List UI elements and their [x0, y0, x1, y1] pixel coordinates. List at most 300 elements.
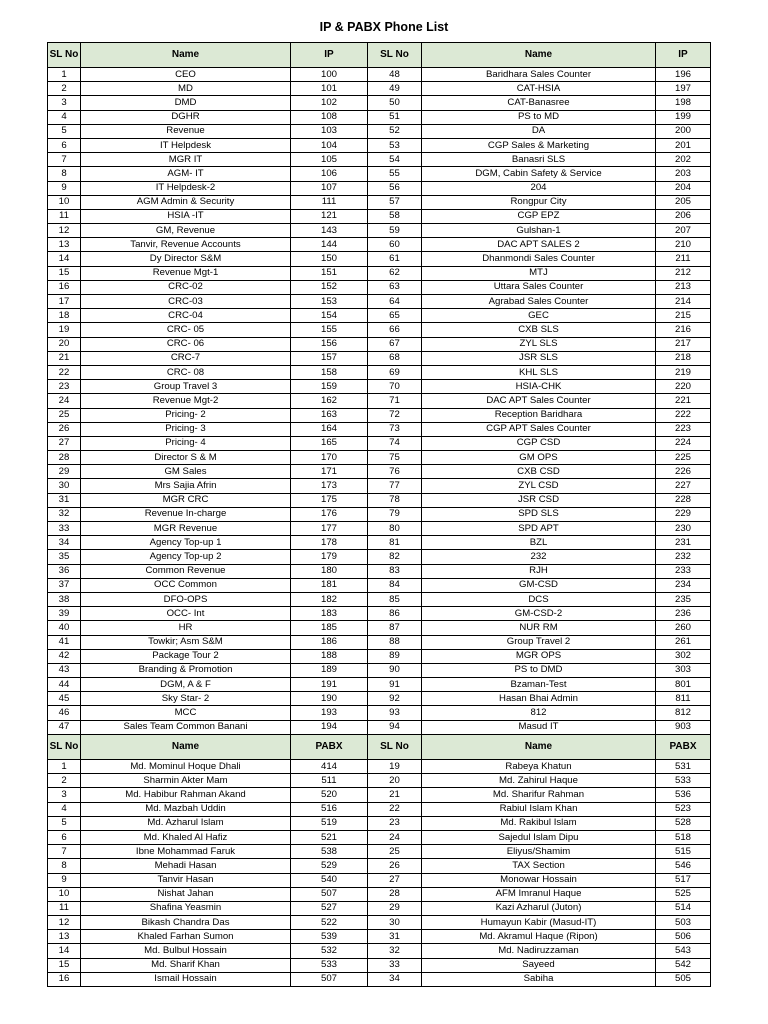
ip-table-cell: 162 [291, 394, 368, 408]
ip-table-row [48, 479, 711, 493]
ip-table-cell: 302 [656, 649, 711, 663]
ip-table-cell: 29 [48, 465, 81, 479]
ip-table-cell: 157 [291, 351, 368, 365]
ip-table-cell: Sales Team Common Banani [81, 720, 291, 734]
ip-table-cell: 59 [368, 224, 422, 238]
ip-table-cell: 47 [48, 720, 81, 734]
ip-table-cell: Baridhara Sales Counter [422, 68, 656, 82]
pabx-table-cell: 522 [291, 916, 368, 930]
pabx-table-cell: Md. Sharifur Rahman [422, 788, 656, 802]
ip-table-cell: 214 [656, 295, 711, 309]
ip-table-cell: Common Revenue [81, 564, 291, 578]
ip-table-cell: 211 [656, 252, 711, 266]
pabx-table-cell: 529 [291, 859, 368, 873]
ip-table-cell: 220 [656, 380, 711, 394]
ip-table-cell: 13 [48, 238, 81, 252]
page-title: IP & PABX Phone List [319, 20, 449, 34]
ip-table-cell: 85 [368, 592, 422, 606]
ip-table-cell: 70 [368, 380, 422, 394]
pabx-table-cell: 542 [656, 958, 711, 972]
ip-table-cell: 39 [48, 607, 81, 621]
ip-table-cell: 216 [656, 323, 711, 337]
pabx-table-header-row [48, 735, 711, 760]
ip-table-cell: 74 [368, 436, 422, 450]
ip-table-row [48, 337, 711, 351]
ip-table-cell: OCC- Int [81, 607, 291, 621]
ip-table-row [48, 351, 711, 365]
pabx-table-cell: 27 [368, 873, 422, 887]
pabx-table-cell: 14 [48, 944, 81, 958]
ip-table-cell: 77 [368, 479, 422, 493]
pabx-table-cell: 543 [656, 944, 711, 958]
pabx-table-cell: Md. Khaled Al Hafiz [81, 830, 291, 844]
ip-table-cell: 79 [368, 507, 422, 521]
ip-table-cell: 230 [656, 522, 711, 536]
ip-table-cell: 121 [291, 209, 368, 223]
ip-table-row [48, 323, 711, 337]
ip-table-cell: 204 [422, 181, 656, 195]
ip-table-cell: GM Sales [81, 465, 291, 479]
ip-table-cell: Director S & M [81, 451, 291, 465]
pabx-table-cell: 25 [368, 845, 422, 859]
ip-table-header-cell: IP [291, 43, 368, 68]
ip-table-cell: 3 [48, 96, 81, 110]
pabx-table [47, 734, 711, 987]
pabx-table-cell: 26 [368, 859, 422, 873]
ip-table-cell: CGP CSD [422, 436, 656, 450]
ip-table-cell: 14 [48, 252, 81, 266]
pabx-table-cell: Eliyus/Shamim [422, 845, 656, 859]
ip-table-cell: 33 [48, 522, 81, 536]
ip-table-cell: CRC- 06 [81, 337, 291, 351]
ip-table-cell: 232 [422, 550, 656, 564]
ip-table-cell: 23 [48, 380, 81, 394]
ip-table-cell: 193 [291, 706, 368, 720]
ip-table-cell: 86 [368, 607, 422, 621]
ip-table-cell: 72 [368, 408, 422, 422]
ip-table-cell: 106 [291, 167, 368, 181]
pabx-table-cell: Ismail Hossain [81, 972, 291, 986]
ip-table-cell: Pricing- 3 [81, 422, 291, 436]
ip-table-cell: MGR Revenue [81, 522, 291, 536]
pabx-table-cell: 6 [48, 830, 81, 844]
pabx-table-cell: Ibne Mohammad Faruk [81, 845, 291, 859]
ip-table-cell: 204 [656, 181, 711, 195]
ip-table-cell: 1 [48, 68, 81, 82]
ip-table-cell: 233 [656, 564, 711, 578]
pabx-table-cell: Mehadi Hasan [81, 859, 291, 873]
pabx-table-cell: 520 [291, 788, 368, 802]
ip-table-cell: KHL SLS [422, 365, 656, 379]
pabx-table-header-cell: PABX [656, 735, 711, 760]
ip-table-row [48, 692, 711, 706]
ip-table-cell: 103 [291, 124, 368, 138]
ip-table-cell: 232 [656, 550, 711, 564]
ip-table-row [48, 181, 711, 195]
pabx-table-cell: Rabiul Islam Khan [422, 802, 656, 816]
ip-table-row [48, 578, 711, 592]
ip-table-cell: 183 [291, 607, 368, 621]
ip-table-row [48, 592, 711, 606]
pabx-table-cell: 546 [656, 859, 711, 873]
ip-table-cell: Group Travel 2 [422, 635, 656, 649]
pabx-table-cell: 505 [656, 972, 711, 986]
ip-table-cell: 5 [48, 124, 81, 138]
ip-table-cell: 88 [368, 635, 422, 649]
pabx-table-cell: Shafina Yeasmin [81, 901, 291, 915]
pabx-table-row [48, 930, 711, 944]
ip-table-cell: MGR CRC [81, 493, 291, 507]
ip-table-cell: 43 [48, 663, 81, 677]
ip-table-cell: 188 [291, 649, 368, 663]
pabx-table-cell: 19 [368, 760, 422, 774]
ip-table-cell: Agency Top-up 1 [81, 536, 291, 550]
pabx-table-cell: Md. Nadiruzzaman [422, 944, 656, 958]
ip-table-cell: SPD SLS [422, 507, 656, 521]
ip-table-cell: Revenue [81, 124, 291, 138]
ip-table-cell: 65 [368, 309, 422, 323]
ip-table-cell: DGM, Cabin Safety & Service [422, 167, 656, 181]
pabx-table-cell: 540 [291, 873, 368, 887]
pabx-table-cell: 31 [368, 930, 422, 944]
ip-table-cell: 83 [368, 564, 422, 578]
ip-table-cell: 178 [291, 536, 368, 550]
pabx-table-cell: Sharmin Akter Mam [81, 774, 291, 788]
ip-table-cell: 11 [48, 209, 81, 223]
pabx-table-cell: 536 [656, 788, 711, 802]
pabx-table-cell: 3 [48, 788, 81, 802]
ip-table-cell: 16 [48, 280, 81, 294]
ip-table-cell: 92 [368, 692, 422, 706]
ip-table-row [48, 564, 711, 578]
ip-table-cell: 55 [368, 167, 422, 181]
ip-table-cell: 151 [291, 266, 368, 280]
ip-table-cell: 202 [656, 153, 711, 167]
ip-table-cell: 229 [656, 507, 711, 521]
ip-table-cell: 222 [656, 408, 711, 422]
ip-table-cell: 37 [48, 578, 81, 592]
ip-table-cell: CXB SLS [422, 323, 656, 337]
pabx-table-cell: 12 [48, 916, 81, 930]
ip-table-cell: 54 [368, 153, 422, 167]
ip-table-cell: 36 [48, 564, 81, 578]
ip-table-cell: 81 [368, 536, 422, 550]
ip-table-cell: Masud IT [422, 720, 656, 734]
ip-table-cell: 41 [48, 635, 81, 649]
pabx-table-row [48, 916, 711, 930]
ip-table-cell: Agency Top-up 2 [81, 550, 291, 564]
ip-table-row [48, 422, 711, 436]
ip-table-cell: 185 [291, 621, 368, 635]
pabx-table-cell: Sayeed [422, 958, 656, 972]
ip-table-row [48, 493, 711, 507]
ip-table-cell: HSIA-CHK [422, 380, 656, 394]
ip-table-cell: 163 [291, 408, 368, 422]
ip-table-cell: 207 [656, 224, 711, 238]
ip-table-cell: 38 [48, 592, 81, 606]
ip-table-cell: Hasan Bhai Admin [422, 692, 656, 706]
ip-table-cell: 197 [656, 82, 711, 96]
ip-table-cell: 186 [291, 635, 368, 649]
ip-table-cell: GM-CSD [422, 578, 656, 592]
ip-table-cell: GM, Revenue [81, 224, 291, 238]
pabx-table-cell: 523 [656, 802, 711, 816]
pabx-table-header-cell: SL No [48, 735, 81, 760]
ip-table-cell: ZYL CSD [422, 479, 656, 493]
ip-table-cell: CRC-03 [81, 295, 291, 309]
ip-table-row [48, 295, 711, 309]
ip-table-cell: Bzaman-Test [422, 678, 656, 692]
ip-table-cell: 205 [656, 195, 711, 209]
ip-table-cell: 60 [368, 238, 422, 252]
pabx-table-cell: 506 [656, 930, 711, 944]
ip-table-cell: 4 [48, 110, 81, 124]
pabx-table-cell: 28 [368, 887, 422, 901]
ip-table-cell: NUR RM [422, 621, 656, 635]
pabx-table-cell: Md. Rakibul Islam [422, 816, 656, 830]
ip-table-cell: IT Helpdesk [81, 138, 291, 152]
ip-table-cell: 51 [368, 110, 422, 124]
ip-table-cell: Dhanmondi Sales Counter [422, 252, 656, 266]
ip-table-row [48, 309, 711, 323]
ip-table-cell: 226 [656, 465, 711, 479]
ip-table-cell: 71 [368, 394, 422, 408]
ip-table-row [48, 380, 711, 394]
ip-table-cell: DGHR [81, 110, 291, 124]
ip-table-cell: 811 [656, 692, 711, 706]
ip-table-cell: 73 [368, 422, 422, 436]
ip-table [47, 42, 711, 735]
ip-table-cell: 15 [48, 266, 81, 280]
ip-table-cell: 261 [656, 635, 711, 649]
pabx-table-row [48, 760, 711, 774]
ip-table-cell: 12 [48, 224, 81, 238]
ip-table-row [48, 138, 711, 152]
ip-table-cell: RJH [422, 564, 656, 578]
pabx-table-cell: 33 [368, 958, 422, 972]
ip-table-cell: CRC- 05 [81, 323, 291, 337]
pabx-table-row [48, 774, 711, 788]
ip-table-cell: Package Tour 2 [81, 649, 291, 663]
pabx-table-cell: 507 [291, 887, 368, 901]
pabx-table-cell: 24 [368, 830, 422, 844]
ip-table-cell: 173 [291, 479, 368, 493]
ip-table-cell: 223 [656, 422, 711, 436]
ip-table-cell: 225 [656, 451, 711, 465]
ip-table-cell: 812 [656, 706, 711, 720]
ip-table-cell: 9 [48, 181, 81, 195]
pabx-table-cell: 1 [48, 760, 81, 774]
ip-table-cell: PS to MD [422, 110, 656, 124]
ip-table-cell: Pricing- 4 [81, 436, 291, 450]
pabx-table-cell: 528 [656, 816, 711, 830]
ip-table-row [48, 365, 711, 379]
pabx-table-cell: Kazi Azharul (Juton) [422, 901, 656, 915]
ip-table-cell: 64 [368, 295, 422, 309]
ip-table-cell: HSIA -IT [81, 209, 291, 223]
pabx-table-row [48, 944, 711, 958]
ip-table-cell: DCS [422, 592, 656, 606]
ip-table-cell: 91 [368, 678, 422, 692]
ip-table-cell: 165 [291, 436, 368, 450]
pabx-table-cell: 29 [368, 901, 422, 915]
ip-table-cell: 56 [368, 181, 422, 195]
ip-table-cell: 158 [291, 365, 368, 379]
ip-table-cell: 90 [368, 663, 422, 677]
pabx-table-cell: Humayun Kabir (Masud-IT) [422, 916, 656, 930]
ip-table-row [48, 252, 711, 266]
pabx-table-cell: Sajedul Islam Dipu [422, 830, 656, 844]
pabx-table-cell: 414 [291, 760, 368, 774]
ip-table-cell: 153 [291, 295, 368, 309]
pabx-table-cell: 22 [368, 802, 422, 816]
ip-table-cell: 221 [656, 394, 711, 408]
pabx-table-cell: Md. Zahirul Haque [422, 774, 656, 788]
ip-table-cell: 801 [656, 678, 711, 692]
ip-table-cell: 82 [368, 550, 422, 564]
ip-table-cell: Agrabad Sales Counter [422, 295, 656, 309]
ip-table-cell: 84 [368, 578, 422, 592]
ip-table-cell: 19 [48, 323, 81, 337]
pabx-table-cell: 514 [656, 901, 711, 915]
pabx-table-cell: 503 [656, 916, 711, 930]
ip-table-cell: 21 [48, 351, 81, 365]
ip-table-cell: 18 [48, 309, 81, 323]
ip-table-cell: PS to DMD [422, 663, 656, 677]
pabx-table-cell: 2 [48, 774, 81, 788]
ip-table-cell: 199 [656, 110, 711, 124]
ip-table-cell: 164 [291, 422, 368, 436]
ip-table-cell: 62 [368, 266, 422, 280]
ip-table-cell: 111 [291, 195, 368, 209]
ip-table-cell: 69 [368, 365, 422, 379]
ip-table-cell: AGM Admin & Security [81, 195, 291, 209]
ip-table-row [48, 68, 711, 82]
pabx-table-cell: Md. Mazbah Uddin [81, 802, 291, 816]
ip-table-cell: Revenue Mgt-1 [81, 266, 291, 280]
ip-table-cell: 200 [656, 124, 711, 138]
ip-table-cell: 201 [656, 138, 711, 152]
ip-table-cell: Tanvir, Revenue Accounts [81, 238, 291, 252]
ip-table-cell: 189 [291, 663, 368, 677]
ip-table-cell: 191 [291, 678, 368, 692]
ip-table-cell: 218 [656, 351, 711, 365]
ip-table-cell: Pricing- 2 [81, 408, 291, 422]
ip-table-cell: 50 [368, 96, 422, 110]
ip-table-cell: CGP EPZ [422, 209, 656, 223]
ip-table-cell: JSR SLS [422, 351, 656, 365]
pabx-table-cell: Sabiha [422, 972, 656, 986]
pabx-table-cell: 30 [368, 916, 422, 930]
ip-table-header-cell: SL No [48, 43, 81, 68]
ip-table-cell: 180 [291, 564, 368, 578]
ip-table-row [48, 465, 711, 479]
ip-table-cell: DGM, A & F [81, 678, 291, 692]
ip-table-cell: 22 [48, 365, 81, 379]
ip-table-cell: ZYL SLS [422, 337, 656, 351]
pabx-table-cell: 15 [48, 958, 81, 972]
ip-table-cell: 44 [48, 678, 81, 692]
ip-table-cell: 2 [48, 82, 81, 96]
ip-table-cell: 94 [368, 720, 422, 734]
ip-table-cell: 63 [368, 280, 422, 294]
ip-table-row [48, 451, 711, 465]
ip-table-row [48, 436, 711, 450]
pabx-table-cell: 519 [291, 816, 368, 830]
pabx-table-cell: 11 [48, 901, 81, 915]
ip-table-cell: MTJ [422, 266, 656, 280]
ip-table-cell: 210 [656, 238, 711, 252]
pabx-table-cell: Md. Azharul Islam [81, 816, 291, 830]
ip-table-cell: 150 [291, 252, 368, 266]
ip-table-cell: 101 [291, 82, 368, 96]
ip-table-cell: 45 [48, 692, 81, 706]
ip-table-cell: 28 [48, 451, 81, 465]
ip-table-cell: DAC APT Sales Counter [422, 394, 656, 408]
ip-table-cell: 198 [656, 96, 711, 110]
pabx-table-body [48, 760, 711, 987]
pabx-table-cell: Tanvir Hasan [81, 873, 291, 887]
pabx-table-cell: 532 [291, 944, 368, 958]
ip-table-cell: 235 [656, 592, 711, 606]
pabx-table-cell: Bikash Chandra Das [81, 916, 291, 930]
ip-table-cell: 236 [656, 607, 711, 621]
ip-table-cell: Group Travel 3 [81, 380, 291, 394]
pabx-table-cell: 21 [368, 788, 422, 802]
ip-table-row [48, 280, 711, 294]
pabx-table-row [48, 972, 711, 986]
ip-table-cell: 27 [48, 436, 81, 450]
ip-table-cell: 89 [368, 649, 422, 663]
ip-table-cell: Dy Director S&M [81, 252, 291, 266]
ip-table-row [48, 238, 711, 252]
ip-table-cell: 152 [291, 280, 368, 294]
ip-table-cell: MGR OPS [422, 649, 656, 663]
ip-table-row [48, 649, 711, 663]
ip-table-cell: MCC [81, 706, 291, 720]
ip-table-cell: 20 [48, 337, 81, 351]
ip-table-header-cell: Name [422, 43, 656, 68]
pabx-table-cell: 20 [368, 774, 422, 788]
pabx-table-cell: 533 [291, 958, 368, 972]
pabx-table-cell: Rabeya Khatun [422, 760, 656, 774]
ip-table-cell: 108 [291, 110, 368, 124]
ip-table-cell: 30 [48, 479, 81, 493]
pabx-table-row [48, 873, 711, 887]
ip-table-row [48, 167, 711, 181]
ip-table-cell: 182 [291, 592, 368, 606]
ip-table-cell: 57 [368, 195, 422, 209]
ip-table-row [48, 224, 711, 238]
ip-table-cell: Branding & Promotion [81, 663, 291, 677]
ip-table-cell: Rongpur City [422, 195, 656, 209]
ip-table-cell: 10 [48, 195, 81, 209]
ip-table-cell: 8 [48, 167, 81, 181]
ip-table-cell: 179 [291, 550, 368, 564]
ip-table-body [48, 68, 711, 735]
pabx-table-cell: Md. Mominul Hoque Dhali [81, 760, 291, 774]
ip-table-cell: CAT-HSIA [422, 82, 656, 96]
ip-table-cell: CEO [81, 68, 291, 82]
ip-table-cell: 24 [48, 394, 81, 408]
ip-table-cell: DMD [81, 96, 291, 110]
ip-table-cell: 80 [368, 522, 422, 536]
ip-table-cell: 52 [368, 124, 422, 138]
pabx-table-cell: 533 [656, 774, 711, 788]
ip-table-cell: 144 [291, 238, 368, 252]
ip-table-cell: 42 [48, 649, 81, 663]
ip-table-cell: DA [422, 124, 656, 138]
